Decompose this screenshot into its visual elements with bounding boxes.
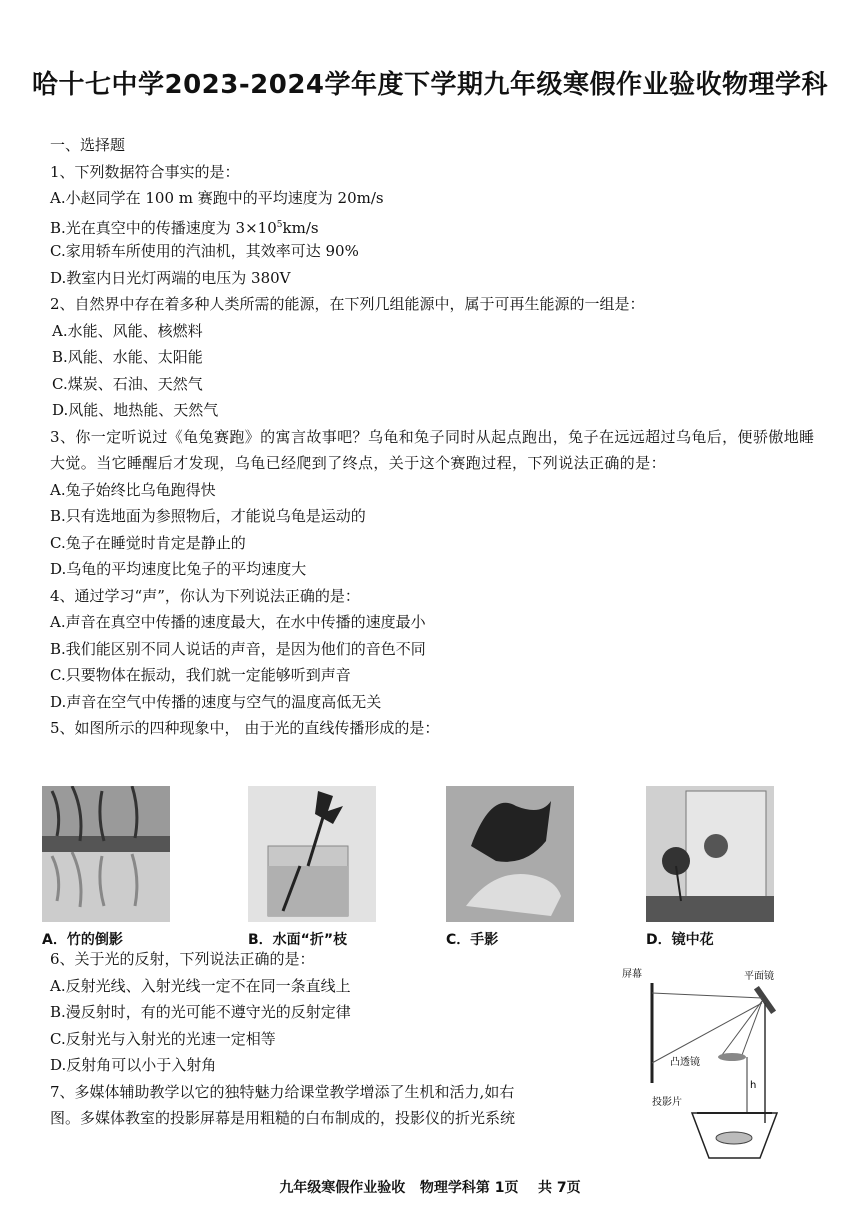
- q1-b-unit: km/s: [282, 218, 319, 237]
- q3-option-c: C.兔子在睡觉时肯定是静止的: [50, 533, 246, 552]
- q5-stem: 5、如图所示的四种现象中， 由于光的直线传播形成的是：: [50, 719, 440, 737]
- q2-option-b: B.风能、水能、太阳能: [52, 348, 203, 366]
- q6-option-c: C.反射光与入射光的光速一定相等: [50, 1029, 276, 1048]
- figure-b: [248, 786, 376, 949]
- bamboo-reflection-photo: [42, 786, 170, 922]
- figure-b-caption: B．水面“折”枝: [248, 932, 348, 948]
- q1-option-a: A.小赵同学在 100 m 赛跑中的平均速度为 20m/s: [50, 189, 384, 207]
- question-content: [50, 132, 820, 742]
- q4-option-d: D.声音在空气中传播的速度与空气的温度高低无关: [50, 692, 382, 711]
- projector-slide-label: 投影片: [652, 1097, 682, 1108]
- q4-option-c: C.只要物体在振动，我们就一定能够听到声音: [50, 666, 351, 684]
- q1-option-d: D.教室内日光灯两端的电压为 380V: [50, 268, 291, 287]
- q6-option-d: D.反射角可以小于入射角: [50, 1056, 217, 1074]
- q6-option-b: B.漫反射时，有的光可能不遵守光的反射定律: [50, 1003, 351, 1021]
- projector-lens-label: 凸透镜: [670, 1057, 700, 1068]
- figure-d-caption: D．镜中花: [646, 932, 714, 948]
- page-title: 哈十七中学2023-2024学年度下学期九年级寒假作业验收物理学科: [31, 70, 829, 100]
- q3-stem: 3、你一定听说过《龟兔赛跑》的寓言故事吧？乌龟和兔子同时从起点跑出，兔子在远远超过乌龟后，便骄傲地睡大觉。当它睡醒后才发现，乌龟已经爬到了终点，关于这个赛跑过程，下列说法正确的是：: [50, 427, 815, 472]
- projector-diagram: [622, 963, 798, 1163]
- q1-option-c: C.家用轿车所使用的汽油机，其效率可达 90%: [50, 242, 359, 260]
- q3-option-b: B.只有选地面为参照物后，才能说乌龟是运动的: [50, 507, 366, 525]
- q2-option-d: D.风能、地热能、天然气: [52, 401, 219, 419]
- q1-stem: 1、下列数据符合事实的是：: [50, 162, 240, 181]
- q7-line-2: 图。多媒体教室的投影屏幕是用粗糙的白布制成的，投影仪的折光系统: [50, 1109, 516, 1127]
- q7-line-1: 7、多媒体辅助教学以它的独特魅力给课堂教学增添了生机和活力,如右: [50, 1082, 515, 1101]
- projector-screen-label: 屏幕: [622, 969, 642, 980]
- q6-option-a: A.反射光线、入射光线一定不在同一条直线上: [50, 976, 351, 995]
- q2-stem: 2、自然界中存在着多种人类所需的能源，在下列几组能源中，属于可再生能源的一组是：: [50, 295, 645, 313]
- page-footer: 九年级寒假作业验收 物理学科第 1页 共 7页: [279, 1180, 581, 1196]
- bent-stem-photo: [248, 786, 376, 922]
- figure-c-caption: C．手影: [446, 932, 499, 948]
- section-heading: 一、选择题: [50, 136, 126, 154]
- figure-d: [646, 786, 774, 949]
- q3-option-d: D.乌龟的平均速度比兔子的平均速度大: [50, 560, 307, 578]
- q3-option-a: A.兔子始终比乌龟跑得快: [50, 480, 216, 499]
- q1-b-exponent: 5: [276, 219, 283, 230]
- q4-stem: 4、通过学习“声”，你认为下列说法正确的是：: [50, 586, 360, 605]
- q1-option-b: [50, 212, 820, 239]
- q1-b-text: B.光在真空中的传播速度为 3×10: [50, 218, 277, 237]
- figure-a: [42, 786, 170, 949]
- question-content-lower: [50, 946, 620, 1132]
- hand-shadow-photo: [446, 786, 574, 922]
- projector-h-label: h: [750, 1080, 757, 1091]
- q6-stem: 6、关于光的反射，下列说法正确的是：: [50, 950, 315, 968]
- figure-a-caption: A．竹的倒影: [42, 932, 123, 948]
- mirror-flower-photo: [646, 786, 774, 922]
- figure-c: [446, 786, 574, 949]
- q4-option-b: B.我们能区别不同人说话的声音，是因为他们的音色不同: [50, 639, 426, 658]
- q2-option-c: C.煤炭、石油、天然气: [52, 374, 203, 393]
- projector-mirror-label: 平面镜: [744, 971, 774, 982]
- q2-option-a: A.水能、风能、核燃料: [52, 321, 203, 340]
- q4-option-a: A.声音在真空中传播的速度最大，在水中传播的速度最小: [50, 613, 426, 631]
- q5-figures: [42, 786, 782, 946]
